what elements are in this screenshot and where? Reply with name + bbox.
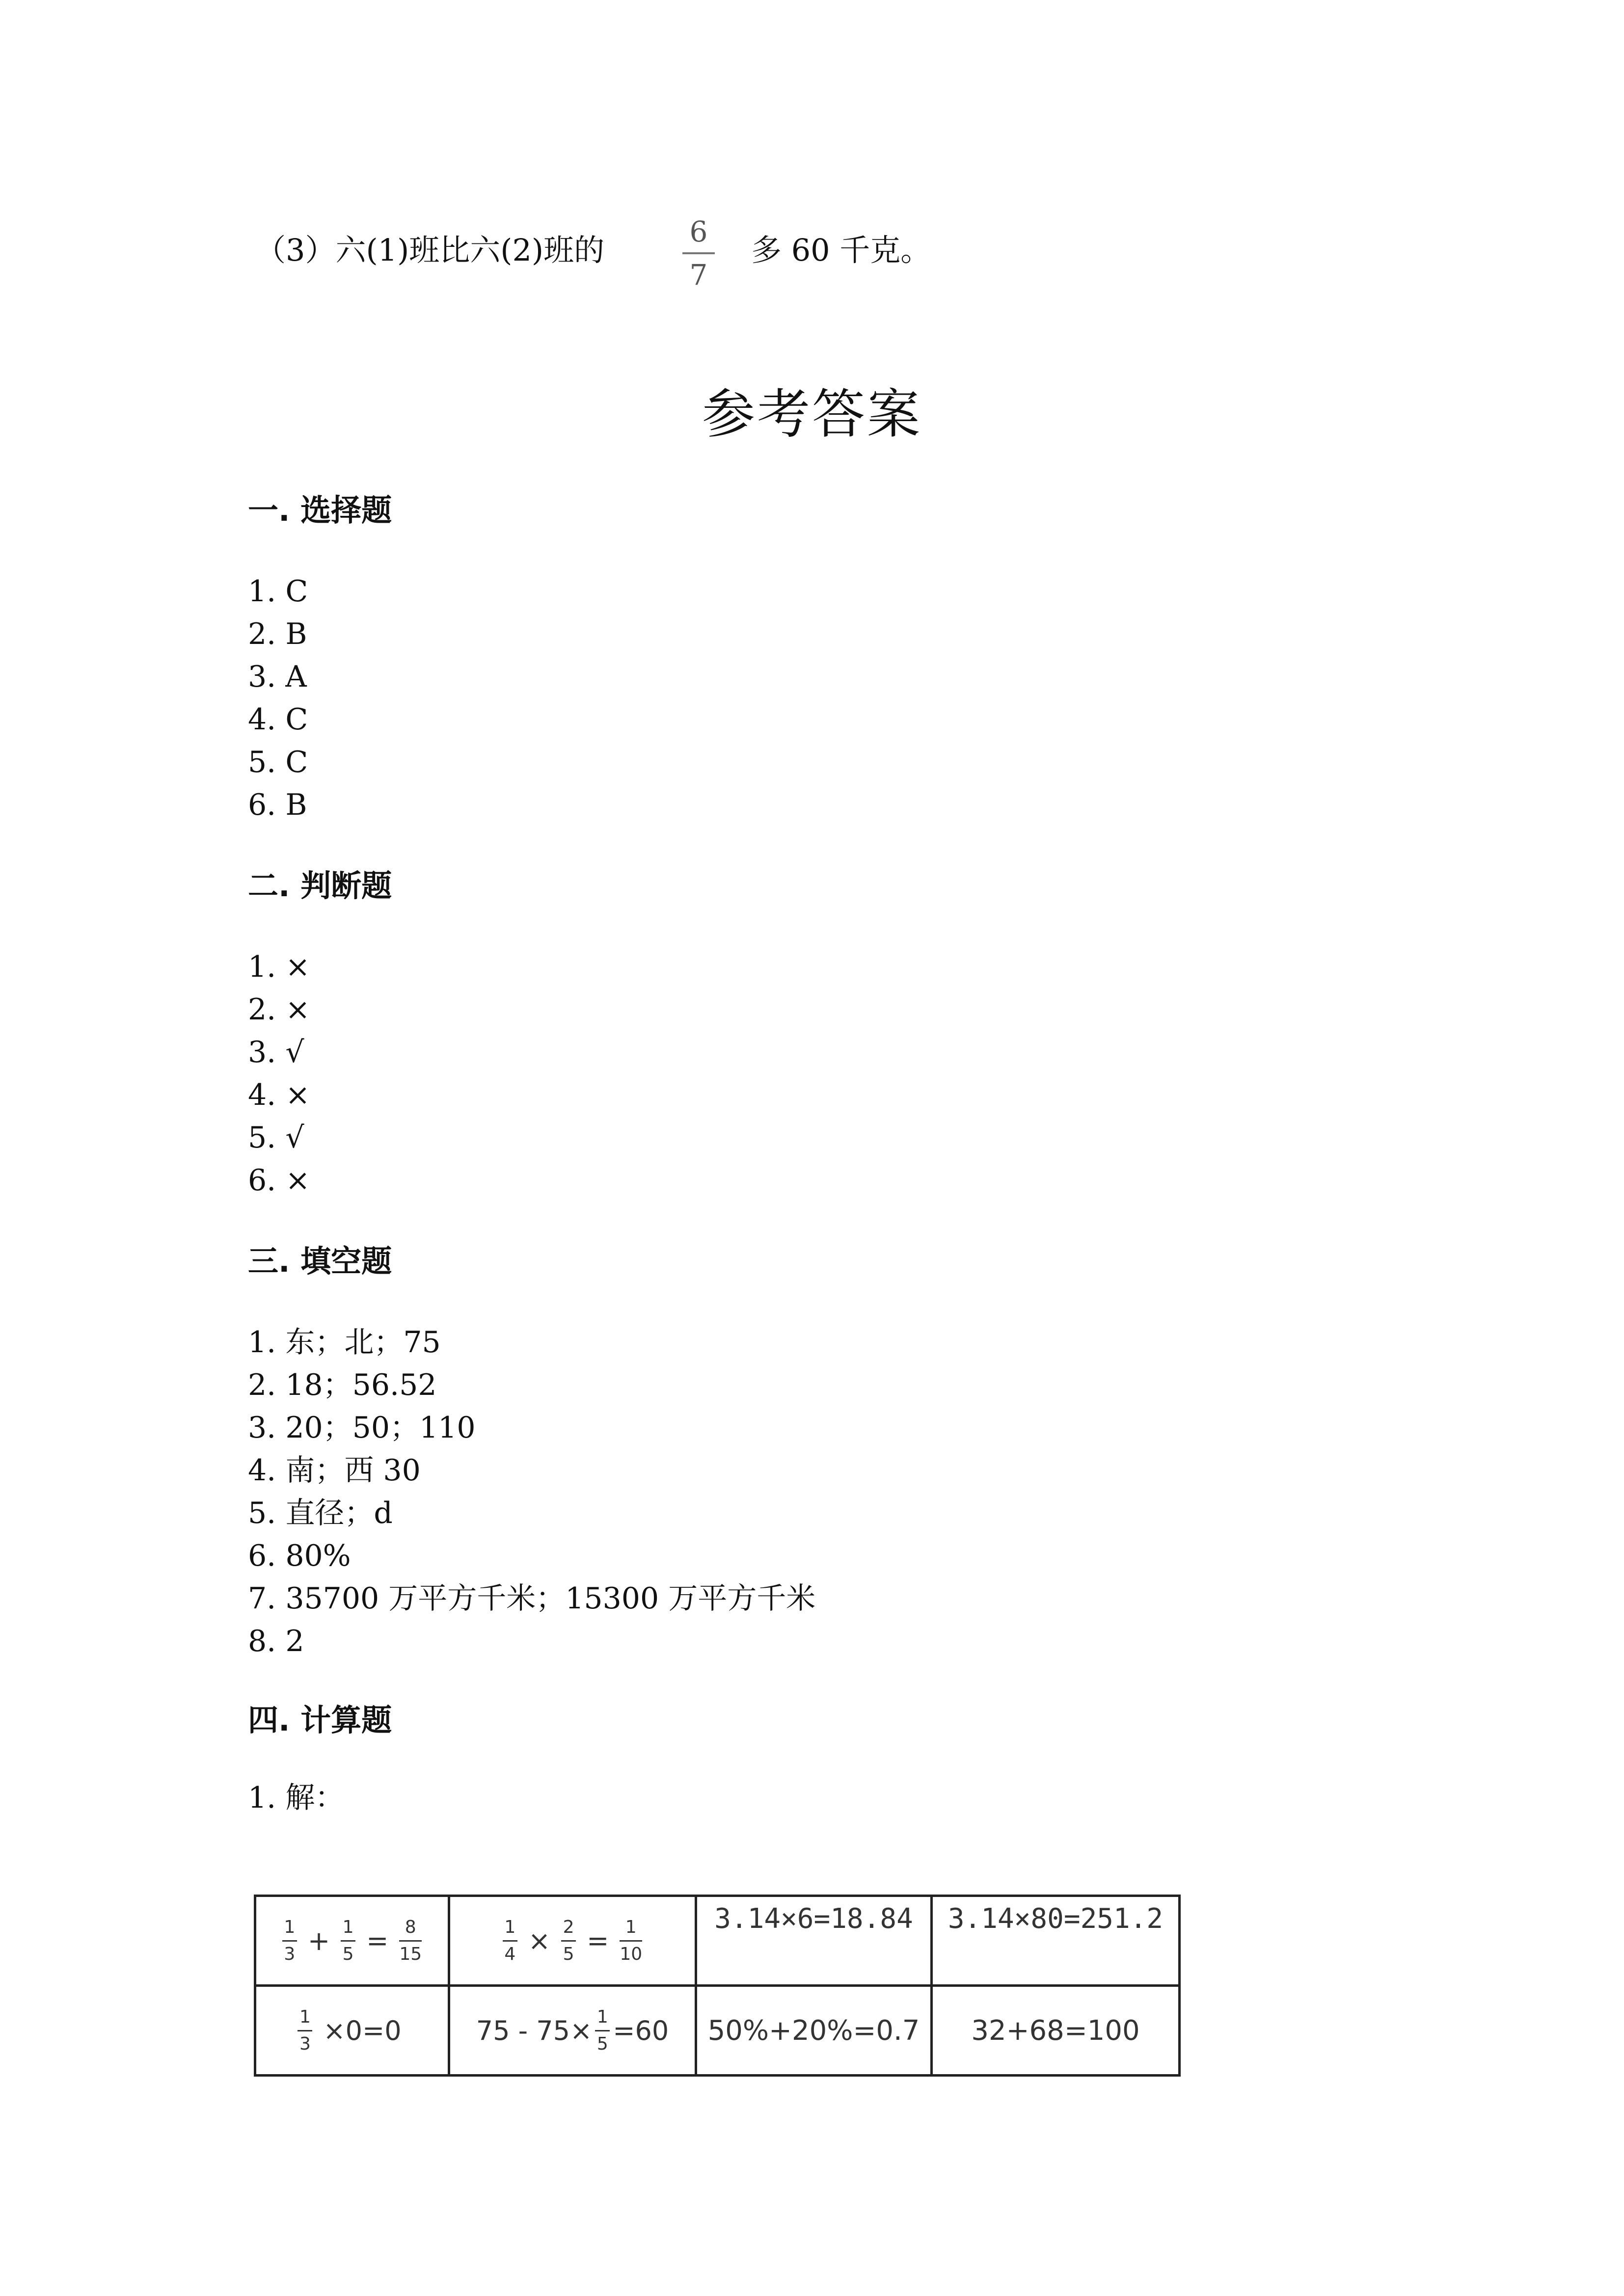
- table-cell: [255, 1986, 449, 2076]
- list-item: 7. 35700 万平方千米；15300 万平方千米: [248, 1581, 816, 1616]
- expression-rest: =60: [613, 2015, 669, 2046]
- table-row: [255, 1896, 1180, 1986]
- fraction-denominator: 10: [620, 1944, 643, 1964]
- answer-key-title: 参考答案: [702, 384, 922, 445]
- list-item: 6. 80%: [248, 1539, 351, 1573]
- table-cell: [449, 1986, 696, 2076]
- list-item: 1. 解：: [248, 1781, 345, 1815]
- fraction-numerator: 1: [504, 1917, 516, 1937]
- list-item: 2. ×: [248, 992, 310, 1027]
- math-expression: [450, 1918, 695, 1964]
- list-item: 5. √: [248, 1121, 304, 1155]
- fraction-bar: [561, 1940, 576, 1942]
- fraction-numerator: 1: [342, 1917, 354, 1937]
- question-3-fraction: [677, 216, 721, 291]
- expression-rest: ×0=0: [323, 2015, 402, 2046]
- fraction-bar: [399, 1940, 422, 1942]
- list-item: 1. C: [248, 574, 308, 609]
- table-cell: [696, 1986, 932, 2076]
- list-item: 3. A: [248, 660, 307, 694]
- table-cell: [932, 1896, 1180, 1986]
- list-item: 6. ×: [248, 1163, 310, 1198]
- fraction: [399, 1918, 422, 1964]
- fraction-numerator: 1: [284, 1917, 296, 1937]
- list-item: 5. 直径；d: [248, 1496, 393, 1530]
- equals-sign: =: [366, 1925, 389, 1956]
- list-item: 1. 东；北；75: [248, 1325, 441, 1360]
- math-expression: [256, 2007, 448, 2054]
- fraction-denominator: 4: [504, 1944, 516, 1964]
- fraction-numerator: 8: [405, 1917, 416, 1937]
- fraction-numerator: 6: [689, 215, 708, 248]
- math-expression: [450, 2007, 695, 2054]
- list-item: 4. ×: [248, 1078, 310, 1112]
- question-3: [255, 216, 992, 294]
- fraction-bar: [341, 1940, 355, 1942]
- list-item: 3. 20；50；110: [248, 1411, 476, 1445]
- fraction-bar: [682, 252, 715, 254]
- fraction-bar: [595, 2030, 610, 2031]
- fraction-denominator: 3: [299, 2033, 311, 2054]
- cell-text: 50%+20%=0.7: [707, 2014, 920, 2047]
- table-cell: [932, 1986, 1180, 2076]
- fraction: [595, 2007, 610, 2054]
- list-item: 2. 18；56.52: [248, 1368, 437, 1402]
- fraction: [620, 1918, 642, 1964]
- section-heading-choice: 一. 选择题: [248, 492, 392, 528]
- list-item: 8. 2: [248, 1624, 304, 1658]
- fraction: [561, 1918, 576, 1964]
- cell-text: 3.14×80=251.2: [947, 1903, 1164, 1935]
- fraction-bar: [282, 1940, 297, 1942]
- fraction-denominator: 5: [596, 2033, 608, 2054]
- table-row: [255, 1986, 1180, 2076]
- fraction-denominator: 3: [284, 1944, 296, 1964]
- section-heading-fill: 三. 填空题: [248, 1243, 392, 1279]
- fraction-numerator: 1: [596, 2006, 608, 2027]
- fraction-denominator: 15: [399, 1944, 422, 1964]
- list-item: 3. √: [248, 1035, 304, 1069]
- equals-sign: =: [587, 1925, 609, 1956]
- fraction-denominator: 5: [342, 1944, 354, 1964]
- table-cell: [449, 1896, 696, 1986]
- fraction: [503, 1918, 517, 1964]
- list-item: 5. C: [248, 745, 308, 779]
- list-item: 6. B: [248, 788, 307, 822]
- section-list-fill: [248, 1321, 815, 1663]
- fraction-denominator: 7: [689, 258, 708, 292]
- section-heading-calc: 四. 计算题: [248, 1702, 392, 1738]
- cell-text: 32+68=100: [971, 2014, 1140, 2047]
- list-item: 4. 南；西 30: [248, 1453, 421, 1488]
- section-heading-judge: 二. 判断题: [248, 868, 392, 904]
- fraction-numerator: 2: [563, 1917, 574, 1937]
- fraction-denominator: 5: [563, 1944, 574, 1964]
- operator: ×: [528, 1925, 551, 1956]
- table-cell: [696, 1896, 932, 1986]
- fraction-numerator: 1: [625, 1917, 637, 1937]
- section-list-choice: [248, 570, 308, 827]
- fraction: [282, 1918, 297, 1964]
- fraction-bar: [298, 2030, 312, 2031]
- fraction: [298, 2007, 312, 2054]
- table-cell: [255, 1896, 449, 1986]
- calculation-answer-table: [254, 1895, 1181, 2077]
- expression-lead: 75 - 75×: [476, 2015, 593, 2046]
- list-item: 2. B: [248, 617, 307, 651]
- operator: +: [307, 1925, 330, 1956]
- list-item: 1. ×: [248, 950, 310, 984]
- fraction-bar: [503, 1940, 517, 1942]
- section-list-judge: [248, 946, 310, 1202]
- fraction-numerator: 1: [299, 2006, 311, 2027]
- list-item: 4. C: [248, 702, 308, 737]
- cell-text: 3.14×6=18.84: [714, 1903, 913, 1935]
- fraction-bar: [620, 1940, 642, 1942]
- fraction: [341, 1918, 355, 1964]
- question-3-suffix: 多 60 千克。: [751, 232, 931, 268]
- question-3-prefix: （3）六(1)班比六(2)班的: [255, 232, 605, 268]
- section-list-calc: [248, 1777, 344, 1819]
- math-expression: [256, 1918, 448, 1964]
